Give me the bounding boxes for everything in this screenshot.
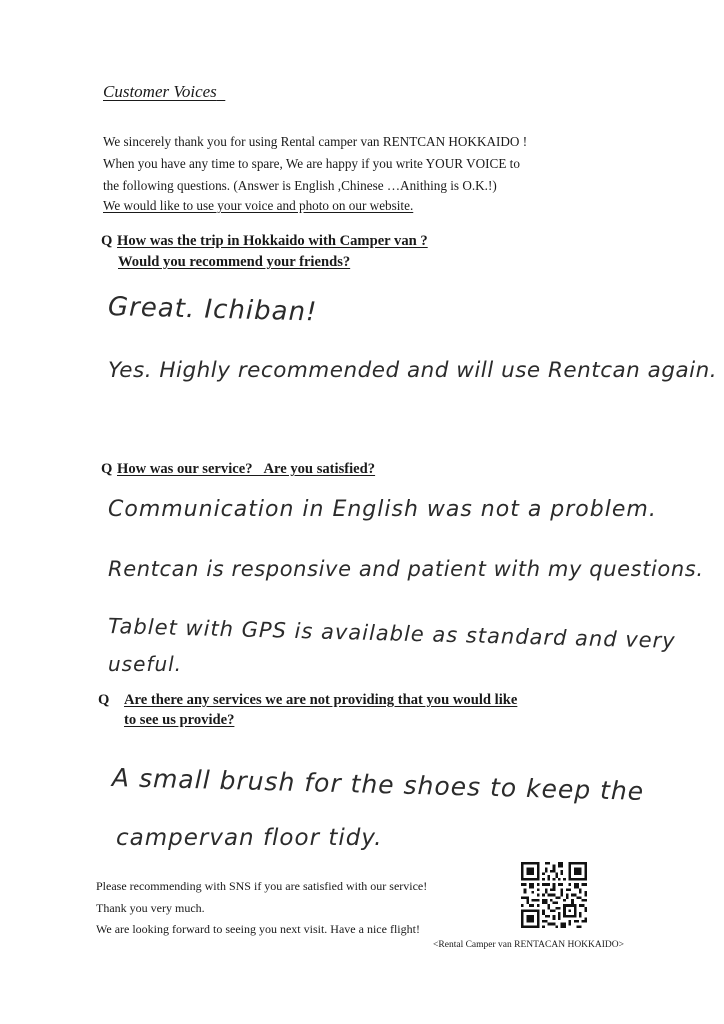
question-3-marker: Q <box>98 692 110 708</box>
answer-2-line-1: Communication in English was not a problem. <box>108 497 657 522</box>
question-2-line-1 <box>101 461 375 478</box>
question-2-marker: Q <box>101 461 113 477</box>
question-1-text-1: How was the trip in Hokkaido with Camper van ? <box>117 233 428 249</box>
question-3-line-1 <box>98 692 517 709</box>
answer-3-line-1: A small brush for the shoes to keep the <box>111 763 645 806</box>
question-3-line-2: to see us provide? <box>124 712 235 728</box>
answer-2-line-4: useful. <box>108 652 183 676</box>
question-1-line-1 <box>101 233 428 250</box>
intro-line-4: We would like to use your voice and photo on our website. <box>103 198 414 213</box>
page-title: Customer Voices <box>103 82 217 101</box>
question-3-text-1: Are there any services we are not providing that you would like <box>124 692 518 708</box>
answer-3-line-2: campervan floor tidy. <box>116 825 383 851</box>
intro-line-3: the following questions. (Answer is English ,Chinese …Anithing is O.K.!) <box>103 178 497 193</box>
question-1-marker: Q <box>101 233 113 249</box>
answer-2-line-3: Tablet with GPS is available as standard and very <box>107 614 676 653</box>
intro-line-1: We sincerely thank you for using Rental camper van RENTCAN HOKKAIDO ! <box>103 134 528 149</box>
footer-line-3: We are looking forward to seeing you next visit. Have a nice flight! <box>96 922 420 936</box>
answer-1-line-2: Yes. Highly recommended and will use Rentcan again. <box>108 358 718 383</box>
question-2-text-1: How was our service? Are you satisfied? <box>117 461 376 477</box>
signature: <Rental Camper van RENTACAN HOKKAIDO> <box>433 940 624 950</box>
answer-1-line-1: Great. Ichiban! <box>107 292 318 328</box>
question-1-line-2: Would you recommend your friends? <box>118 254 351 270</box>
footer-line-2: Thank you very much. <box>96 901 205 915</box>
intro-line-2: When you have any time to spare, We are happy if you write YOUR VOICE to <box>103 156 520 171</box>
footer-line-1: Please recommending with SNS if you are satisfied with our service! <box>96 879 428 893</box>
qr-code-icon[interactable] <box>521 862 587 928</box>
answer-2-line-2: Rentcan is responsive and patient with my questions. <box>108 557 704 581</box>
